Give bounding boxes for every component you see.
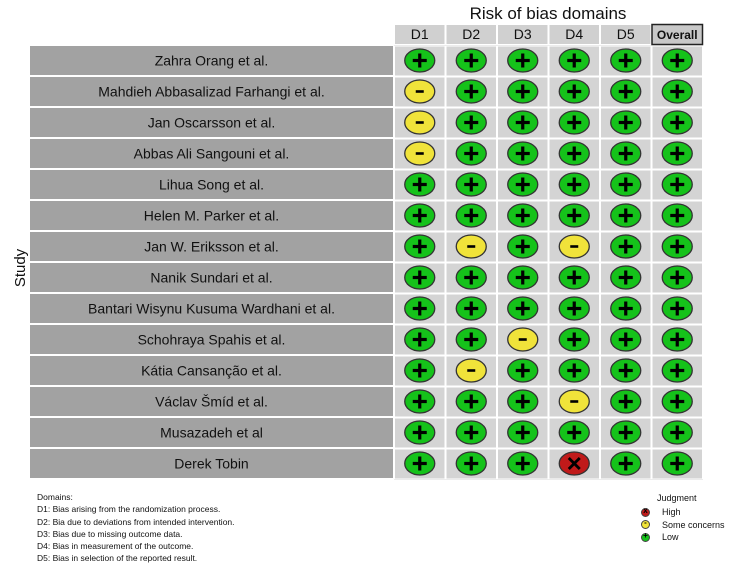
plus-icon <box>624 302 627 316</box>
plus-icon <box>573 147 576 161</box>
judgment-legend-item <box>641 506 725 519</box>
plus-icon <box>521 302 524 316</box>
judgment-legend-title: Judgment <box>657 493 697 503</box>
judgment-legend-label: High <box>662 507 681 518</box>
plus-icon <box>676 395 679 409</box>
column-header-d5: D5 <box>616 26 635 42</box>
study-name: Jan W. Eriksson et al. <box>144 238 279 255</box>
plus-icon <box>418 426 421 440</box>
plus-icon <box>521 457 524 471</box>
study-name: Mahdieh Abbasalizad Farhangi et al. <box>98 83 325 100</box>
plus-icon <box>624 364 627 378</box>
plus-icon <box>418 302 421 316</box>
plus-icon <box>624 426 627 440</box>
plus-icon <box>521 240 524 254</box>
plus-icon <box>676 178 679 192</box>
plus-icon <box>676 85 679 99</box>
study-name: Václav Šmíd et al. <box>155 393 268 410</box>
plus-icon <box>521 178 524 192</box>
study-name: Nanik Sundari et al. <box>150 269 273 286</box>
plus-icon <box>624 240 627 254</box>
plus-icon <box>521 271 524 285</box>
plus-icon <box>676 54 679 68</box>
plus-icon <box>521 426 524 440</box>
plus-icon <box>573 178 576 192</box>
plus-icon <box>573 271 576 285</box>
study-name: Schohraya Spahis et al. <box>137 331 286 348</box>
plus-icon <box>624 178 627 192</box>
domains-legend-heading: Domains: <box>37 492 73 502</box>
judgment-legend <box>641 493 725 544</box>
plus-icon <box>521 364 524 378</box>
judgment-legend-item <box>641 519 725 532</box>
plus-icon <box>470 85 473 99</box>
plus-icon <box>470 457 473 471</box>
study-name: Bantari Wisynu Kusuma Wardhani et al. <box>88 300 335 317</box>
y-axis-label: Study <box>11 248 29 288</box>
high-icon: x <box>641 508 650 517</box>
minus-icon <box>416 90 424 93</box>
minus-icon <box>416 152 424 155</box>
minus-icon <box>570 400 578 403</box>
minus-icon <box>570 245 578 248</box>
plus-icon <box>676 333 679 347</box>
plus-icon <box>624 333 627 347</box>
plus-icon <box>470 426 473 440</box>
plus-icon <box>573 333 576 347</box>
plus-icon <box>521 395 524 409</box>
chart-title: Risk of bias domains <box>469 4 627 23</box>
plus-icon <box>624 54 627 68</box>
plus-icon <box>573 85 576 99</box>
plus-icon <box>470 178 473 192</box>
plus-icon <box>676 271 679 285</box>
minus-icon <box>467 245 475 248</box>
plus-icon <box>418 395 421 409</box>
domains-legend <box>37 491 235 565</box>
plus-icon <box>418 178 421 192</box>
study-name: Derek Tobin <box>174 455 249 472</box>
plus-icon <box>624 457 627 471</box>
plus-icon <box>573 302 576 316</box>
column-header-d4: D4 <box>565 26 584 42</box>
study-name: Helen M. Parker et al. <box>143 207 280 224</box>
judgment-legend-label: Low <box>662 532 679 543</box>
plus-icon <box>521 54 524 68</box>
some-concerns-icon: - <box>641 520 650 529</box>
plus-icon <box>624 395 627 409</box>
study-name: Zahra Orang et al. <box>154 52 269 69</box>
study-name: Jan Oscarsson et al. <box>147 114 276 131</box>
plus-icon <box>470 395 473 409</box>
plus-icon <box>418 209 421 223</box>
column-header-d1: D1 <box>410 26 429 42</box>
study-name: Musazadeh et al <box>160 424 263 441</box>
plus-icon <box>521 85 524 99</box>
study-name: Kátia Cansanção et al. <box>141 362 282 379</box>
plus-icon <box>624 209 627 223</box>
plus-icon <box>676 209 679 223</box>
plus-icon <box>624 271 627 285</box>
plus-icon <box>470 333 473 347</box>
column-header-overall: Overall <box>656 28 698 42</box>
study-name: Abbas Ali Sangouni et al. <box>133 145 290 162</box>
judgment-legend-label: Some concerns <box>662 519 725 530</box>
plus-icon <box>418 271 421 285</box>
plus-icon <box>470 147 473 161</box>
domains-legend-item: D4: Bias in measurement of the outcome. <box>37 541 194 552</box>
plus-icon <box>470 209 473 223</box>
judgment-legend-item <box>641 531 725 544</box>
plus-icon <box>676 364 679 378</box>
minus-icon <box>467 369 475 372</box>
domains-legend-item: D3: Bias due to missing outcome data. <box>37 528 183 539</box>
plus-icon <box>624 116 627 130</box>
plus-icon <box>418 457 421 471</box>
low-icon: + <box>641 533 650 542</box>
study-name: Lihua Song et al. <box>158 176 265 193</box>
plus-icon <box>521 147 524 161</box>
plus-icon <box>573 364 576 378</box>
minus-icon <box>519 338 527 341</box>
domains-legend-item: D2: Bia due to deviations from intended intervention. <box>37 516 235 527</box>
plus-icon <box>470 116 473 130</box>
plus-icon <box>624 147 627 161</box>
plus-icon <box>676 116 679 130</box>
plus-icon <box>470 302 473 316</box>
plus-icon <box>470 54 473 68</box>
plus-icon <box>573 54 576 68</box>
plus-icon <box>676 457 679 471</box>
plus-icon <box>418 240 421 254</box>
minus-icon <box>416 121 424 124</box>
plus-icon <box>676 240 679 254</box>
plus-icon <box>418 54 421 68</box>
plus-icon <box>573 426 576 440</box>
column-header-d3: D3 <box>513 26 532 42</box>
plus-icon <box>418 333 421 347</box>
plus-icon <box>676 426 679 440</box>
plus-icon <box>521 116 524 130</box>
plus-icon <box>470 271 473 285</box>
plus-icon <box>418 364 421 378</box>
plus-icon <box>676 302 679 316</box>
plus-icon <box>676 147 679 161</box>
plus-icon <box>573 209 576 223</box>
domains-legend-item: D5: Bias in selection of the reported result. <box>37 553 198 564</box>
plus-icon <box>624 85 627 99</box>
plus-icon <box>521 209 524 223</box>
plus-icon <box>573 116 576 130</box>
domains-legend-item: D1: Bias arising from the randomization process. <box>37 504 221 515</box>
column-header-d2: D2 <box>462 26 481 42</box>
